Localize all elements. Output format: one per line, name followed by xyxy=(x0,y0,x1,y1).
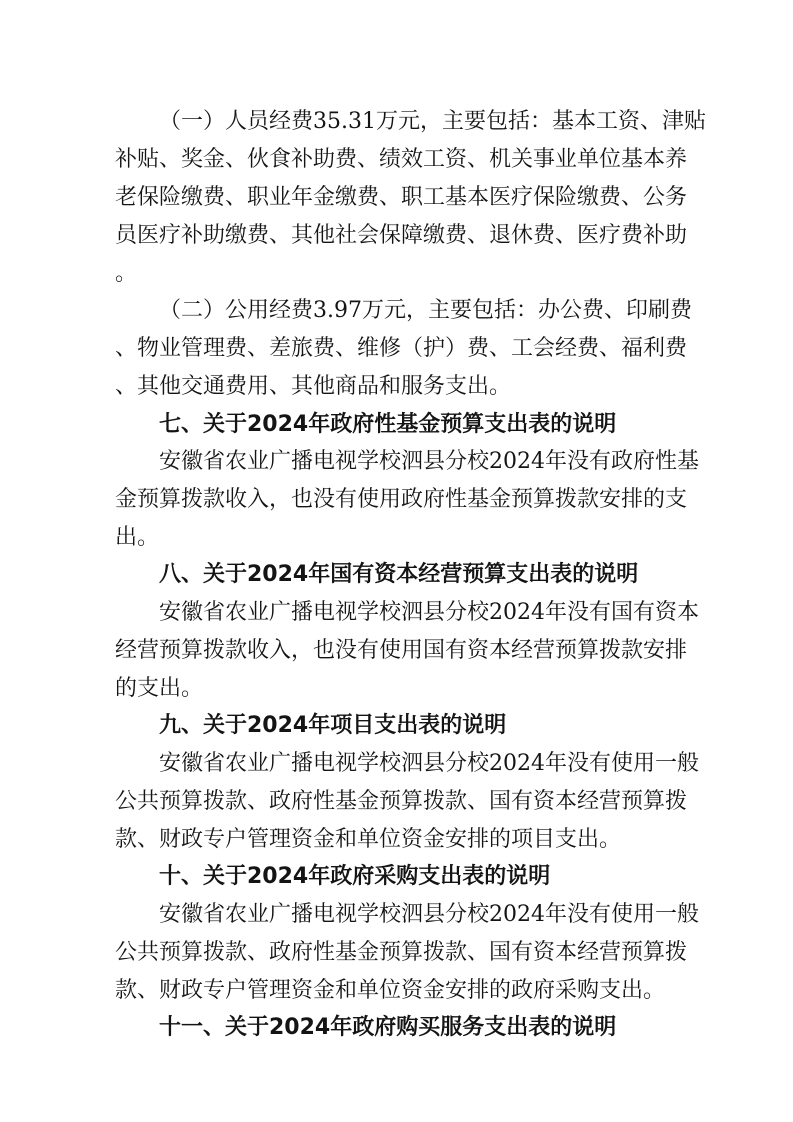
paragraph-line: 、物业管理费、差旅费、维修（护）费、工会经费、福利费 xyxy=(115,336,688,361)
paragraph-line: 、其他交通费用、其他商品和服务支出。 xyxy=(115,374,512,399)
paragraph-line: 安徽省农业广播电视学校泗县分校2024年没有政府性基 xyxy=(159,449,699,474)
paragraph-line: 补贴、奖金、伙食补助费、绩效工资、机关事业单位基本养 xyxy=(115,147,688,172)
paragraph-line: 款、财政专户管理资金和单位资金安排的项目支出。 xyxy=(115,827,622,852)
paragraph-line: 公共预算拨款、政府性基金预算拨款、国有资本经营预算拨 xyxy=(115,940,688,965)
paragraph-line: （二）公用经费3.97万元，主要包括：办公费、印刷费 xyxy=(159,298,692,323)
paragraph-line: 公共预算拨款、政府性基金预算拨款、国有资本经营预算拨 xyxy=(115,789,688,814)
section-heading: 十一、关于2024年政府购买服务支出表的说明 xyxy=(159,1015,617,1040)
paragraph-line: 金预算拨款收入，也没有使用政府性基金预算拨款安排的支 xyxy=(115,487,688,512)
paragraph-line: 老保险缴费、职业年金缴费、职工基本医疗保险缴费、公务 xyxy=(115,185,688,210)
paragraph-line: （一）人员经费35.31万元，主要包括：基本工资、津贴 xyxy=(159,109,706,134)
paragraph-line: 安徽省农业广播电视学校泗县分校2024年没有使用一般 xyxy=(159,902,699,927)
paragraph-line: 款、财政专户管理资金和单位资金安排的政府采购支出。 xyxy=(115,978,666,1003)
paragraph-line: 的支出。 xyxy=(115,676,204,701)
section-heading: 九、关于2024年项目支出表的说明 xyxy=(159,713,507,738)
paragraph-line: 员医疗补助缴费、其他社会保障缴费、退休费、医疗费补助 xyxy=(115,223,688,248)
section-heading: 十、关于2024年政府采购支出表的说明 xyxy=(159,864,551,889)
paragraph-line: 出。 xyxy=(115,525,160,550)
section-heading: 七、关于2024年政府性基金预算支出表的说明 xyxy=(159,412,617,437)
paragraph-line: 安徽省农业广播电视学校泗县分校2024年没有使用一般 xyxy=(159,751,699,776)
paragraph-line: 安徽省农业广播电视学校泗县分校2024年没有国有资本 xyxy=(159,600,699,625)
section-heading: 八、关于2024年国有资本经营预算支出表的说明 xyxy=(159,562,639,587)
paragraph-line: 经营预算拨款收入，也没有使用国有资本经营预算拨款安排 xyxy=(115,638,688,663)
paragraph-line: 。 xyxy=(115,261,138,286)
